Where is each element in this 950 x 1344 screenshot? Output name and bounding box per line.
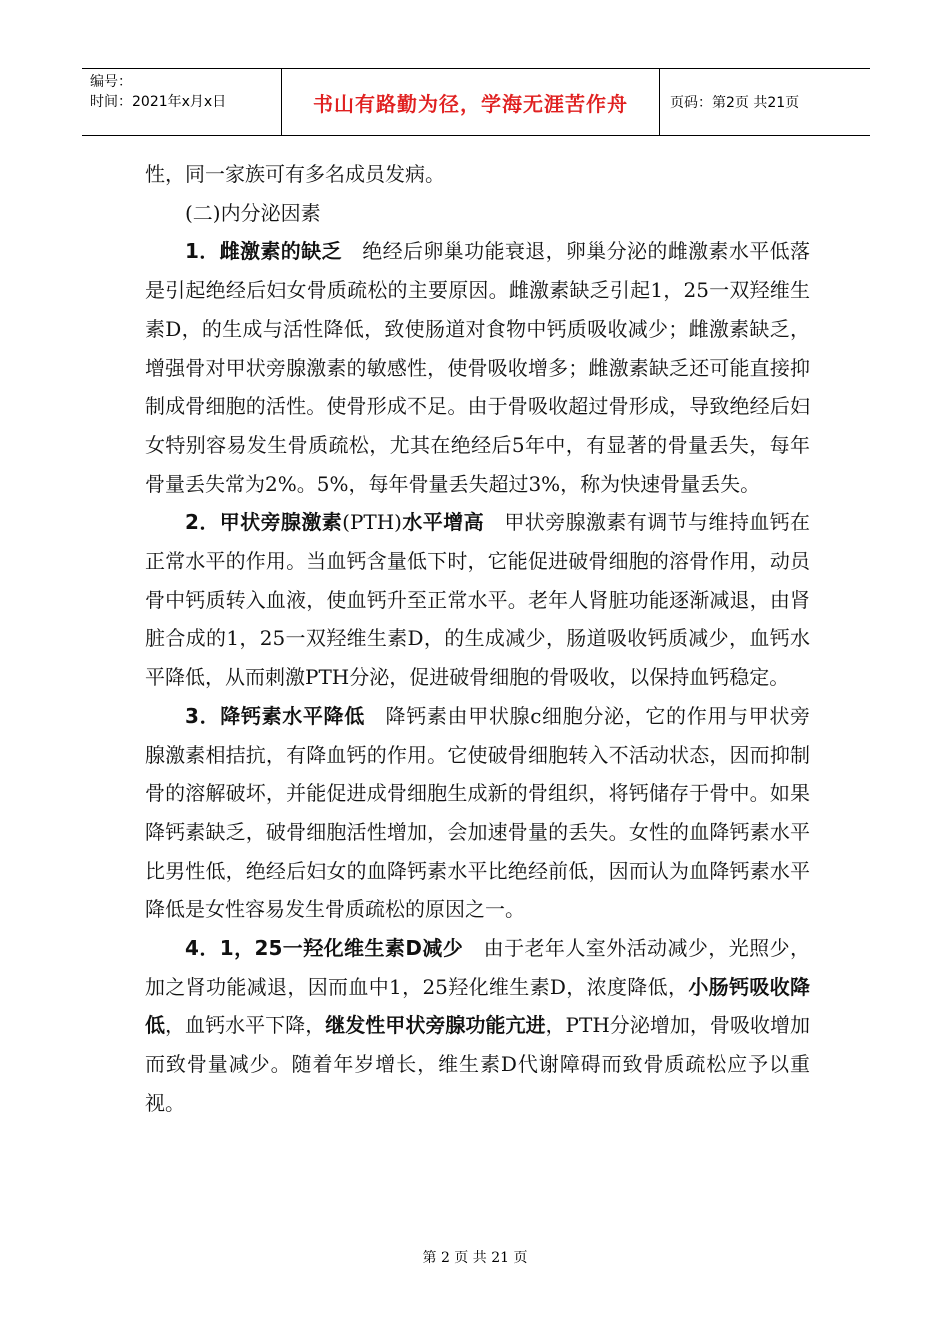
bold-hyperparathyroidism: 继发性甲状旁腺功能亢进	[325, 1013, 546, 1038]
text-vitamin-d-c: ，PTH分泌增加，骨吸收增加而致骨量减少。随着年岁增长，维生素D代谢障碍而致骨质疏松应予以重视。	[145, 1013, 811, 1115]
subheading-pth-a: 2．甲状旁腺激素	[185, 510, 343, 535]
text-pth: 甲状旁腺激素有调节与维持血钙在正常水平的作用。当血钙含量低下时，它能促进破骨细胞的溶骨作用，动员骨中钙质转入血液，使血钙升至正常水平。老年人肾脏功能逐渐减退，由肾脏合成的1，25一双羟维生素D，的生成减少，肠道吸收钙质减少，血钙水平降低，从而刺激PTH分泌，促进破骨细胞的骨吸收，以保持血钙稳定。	[145, 510, 811, 690]
paragraph-calcitonin	[145, 697, 810, 929]
time-label: 时间：2021年x月x日	[90, 94, 227, 110]
paragraph-continuation: 性，同一家族可有多名成员发病。	[145, 162, 445, 186]
subheading-pth-b: (PTH)	[342, 510, 402, 535]
document-body	[145, 155, 810, 1123]
page-footer: 第 2 页 共 21 页	[422, 1250, 528, 1266]
paragraph-vitamin-d	[145, 929, 810, 1123]
subheading-pth-c: 水平增高	[401, 510, 484, 535]
paragraph-estrogen	[145, 232, 810, 503]
text-vitamin-d-a: 由于老年人室外活动减少，光照少，加之肾功能减退，因而血中1，25羟化维生素D，浓度降低，	[145, 936, 811, 999]
header-meta	[82, 69, 282, 135]
subheading-estrogen: 1．雌激素的缺乏	[185, 239, 342, 264]
paragraph-pth	[145, 503, 810, 697]
text-calcitonin: 降钙素由甲状腺c细胞分泌，它的作用与甲状旁腺激素相拮抗，有降血钙的作用。它使破骨细胞转入不活动状态，因而抑制骨的溶解破坏，并能促进成骨细胞生成新的骨组织，将钙储存于骨中。如果降钙素缺乏，破骨细胞活性增加，会加速骨量的丢失。女性的血降钙素水平比男性低，绝经后妇女的血降钙素水平比绝经前低，因而认为血降钙素水平降低是女性容易发生骨质疏松的原因之一。	[145, 703, 811, 922]
subheading-calcitonin: 3．降钙素水平降低	[185, 703, 365, 728]
bold-calcium-absorption: 小肠钙吸收降低	[145, 974, 810, 1038]
subheading-vitamin-d: 4．1，25一羟化维生素D减少	[185, 936, 464, 961]
text-vitamin-d-b: ，血钙水平下降，	[165, 1013, 326, 1038]
text-estrogen: 绝经后卵巢功能衰退，卵巢分泌的雌激素水平低落是引起绝经后妇女骨质疏松的主要原因。雌激素缺乏引起1，25一双羟维生素D，的生成与活性降低，致使肠道对食物中钙质吸收减少；雌激素缺乏，增强骨对甲状旁腺激素的敏感性，使骨吸收增多；雌激素缺乏还可能直接抑制成骨细胞的活性。使骨形成不足。由于骨吸收超过骨形成，导致绝经后妇女特别容易发生骨质疏松，尤其在绝经后5年中，有显著的骨量丢失，每年骨量丢失常为2%。5%，每年骨量丢失超过3%，称为快速骨量丢失。	[145, 239, 810, 496]
code-label: 编号：	[90, 74, 132, 90]
header-motto: 书山有路勤为径，学海无涯苦作舟	[282, 69, 660, 135]
page-header	[82, 68, 870, 136]
section-heading: (二)内分泌因素	[185, 200, 321, 225]
header-page-info: 页码：第2页 共21页	[670, 95, 800, 111]
